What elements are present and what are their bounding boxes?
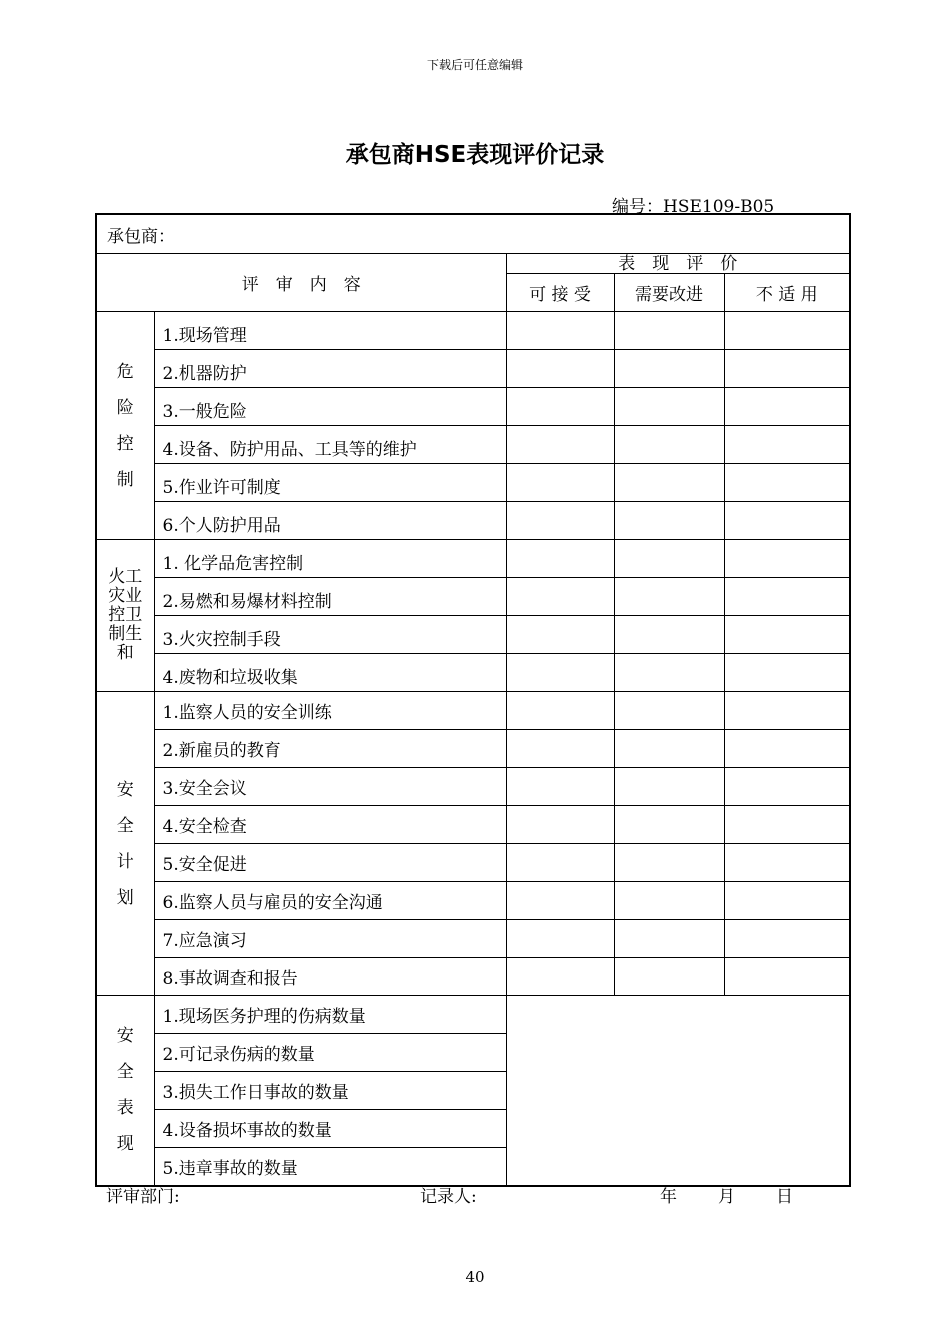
list-item: 5.安全促进	[154, 844, 506, 882]
needs-improvement-cell[interactable]	[614, 578, 724, 616]
needs-improvement-cell[interactable]	[614, 616, 724, 654]
not-applicable-cell[interactable]	[724, 464, 850, 502]
needs-improvement-cell[interactable]	[614, 920, 724, 958]
not-applicable-cell[interactable]	[724, 540, 850, 578]
not-applicable-cell[interactable]	[724, 768, 850, 806]
needs-improvement-cell[interactable]	[614, 540, 724, 578]
needs-improvement-cell[interactable]	[614, 350, 724, 388]
needs-improvement-cell[interactable]	[614, 654, 724, 692]
acceptable-cell[interactable]	[506, 806, 614, 844]
not-applicable-cell[interactable]	[724, 502, 850, 540]
acceptable-cell[interactable]	[506, 882, 614, 920]
not-applicable-cell[interactable]	[724, 882, 850, 920]
list-item: 5.作业许可制度	[154, 464, 506, 502]
not-applicable-cell[interactable]	[724, 350, 850, 388]
acceptable-cell[interactable]	[506, 920, 614, 958]
acceptable-cell[interactable]	[506, 692, 614, 730]
list-item: 5.违章事故的数量	[154, 1148, 506, 1186]
page-title: 承包商HSE表现评价记录	[345, 142, 605, 168]
list-item: 1.现场医务护理的伤病数量	[154, 996, 506, 1034]
not-applicable-cell[interactable]	[724, 578, 850, 616]
category-safety-plan: 安 全 计 划	[96, 692, 154, 996]
acceptable-cell[interactable]	[506, 312, 614, 350]
needs-improvement-cell[interactable]	[614, 730, 724, 768]
not-applicable-cell[interactable]	[724, 426, 850, 464]
acceptable-cell[interactable]	[506, 616, 614, 654]
not-applicable-cell[interactable]	[724, 920, 850, 958]
needs-improvement-cell[interactable]	[614, 768, 724, 806]
category-hazard-control: 危 险 控 制	[96, 312, 154, 540]
category-fire-control-hygiene: 火工 灾业 控卫 制生 和	[96, 540, 154, 692]
month-label: 月	[718, 1187, 735, 1207]
needs-improvement-cell[interactable]	[614, 388, 724, 426]
list-item: 4.设备、防护用品、工具等的维护	[154, 426, 506, 464]
review-content-header: 评 审 内 容	[96, 254, 506, 312]
list-item: 3.火灾控制手段	[154, 616, 506, 654]
needs-improvement-cell[interactable]	[614, 958, 724, 996]
acceptable-cell[interactable]	[506, 654, 614, 692]
acceptable-cell[interactable]	[506, 350, 614, 388]
needs-improvement-cell[interactable]	[614, 502, 724, 540]
needs-improvement-cell[interactable]	[614, 806, 724, 844]
list-item: 3.一般危险	[154, 388, 506, 426]
evaluation-form-table	[95, 213, 851, 1187]
page-number: 40	[465, 1268, 485, 1286]
not-applicable-cell[interactable]	[724, 844, 850, 882]
needs-improvement-cell[interactable]	[614, 312, 724, 350]
not-applicable-cell[interactable]	[724, 692, 850, 730]
list-item: 3.安全会议	[154, 768, 506, 806]
list-item: 4.废物和垃圾收集	[154, 654, 506, 692]
list-item: 1.现场管理	[154, 312, 506, 350]
needs-improvement-cell[interactable]	[614, 426, 724, 464]
acceptable-cell[interactable]	[506, 464, 614, 502]
not-applicable-header: 不 适 用	[724, 274, 850, 312]
needs-improvement-cell[interactable]	[614, 464, 724, 502]
day-label: 日	[776, 1187, 793, 1207]
needs-improvement-header: 需要改进	[614, 274, 724, 312]
list-item: 2.可记录伤病的数量	[154, 1034, 506, 1072]
safety-performance-entry-area[interactable]	[506, 996, 850, 1186]
not-applicable-cell[interactable]	[724, 806, 850, 844]
acceptable-cell[interactable]	[506, 502, 614, 540]
acceptable-cell[interactable]	[506, 578, 614, 616]
acceptable-cell[interactable]	[506, 844, 614, 882]
not-applicable-cell[interactable]	[724, 654, 850, 692]
acceptable-cell[interactable]	[506, 958, 614, 996]
not-applicable-cell[interactable]	[724, 958, 850, 996]
contractor-label: 承包商：	[107, 226, 175, 247]
list-item: 2.新雇员的教育	[154, 730, 506, 768]
acceptable-cell[interactable]	[506, 730, 614, 768]
list-item: 6.个人防护用品	[154, 502, 506, 540]
document-number: 编号：HSE109-B05	[612, 197, 775, 217]
acceptable-cell[interactable]	[506, 540, 614, 578]
performance-header: 表 现 评 价	[506, 254, 850, 274]
list-item: 1. 化学品危害控制	[154, 540, 506, 578]
list-item: 6.监察人员与雇员的安全沟通	[154, 882, 506, 920]
list-item: 3.损失工作日事故的数量	[154, 1072, 506, 1110]
header-note: 下载后可任意编辑	[426, 58, 523, 72]
list-item: 2.机器防护	[154, 350, 506, 388]
review-department-label: 评审部门:	[106, 1187, 180, 1207]
acceptable-cell[interactable]	[506, 426, 614, 464]
needs-improvement-cell[interactable]	[614, 692, 724, 730]
acceptable-cell[interactable]	[506, 388, 614, 426]
acceptable-header: 可 接 受	[506, 274, 614, 312]
not-applicable-cell[interactable]	[724, 616, 850, 654]
not-applicable-cell[interactable]	[724, 730, 850, 768]
recorder-label: 记录人:	[420, 1187, 477, 1207]
category-safety-performance: 安 全 表 现	[96, 996, 154, 1186]
list-item: 4.设备损坏事故的数量	[154, 1110, 506, 1148]
year-label: 年	[660, 1187, 677, 1207]
needs-improvement-cell[interactable]	[614, 844, 724, 882]
list-item: 1.监察人员的安全训练	[154, 692, 506, 730]
needs-improvement-cell[interactable]	[614, 882, 724, 920]
not-applicable-cell[interactable]	[724, 388, 850, 426]
not-applicable-cell[interactable]	[724, 312, 850, 350]
list-item: 4.安全检查	[154, 806, 506, 844]
list-item: 2.易燃和易爆材料控制	[154, 578, 506, 616]
contractor-field[interactable]	[96, 214, 850, 254]
list-item: 8.事故调查和报告	[154, 958, 506, 996]
acceptable-cell[interactable]	[506, 768, 614, 806]
list-item: 7.应急演习	[154, 920, 506, 958]
